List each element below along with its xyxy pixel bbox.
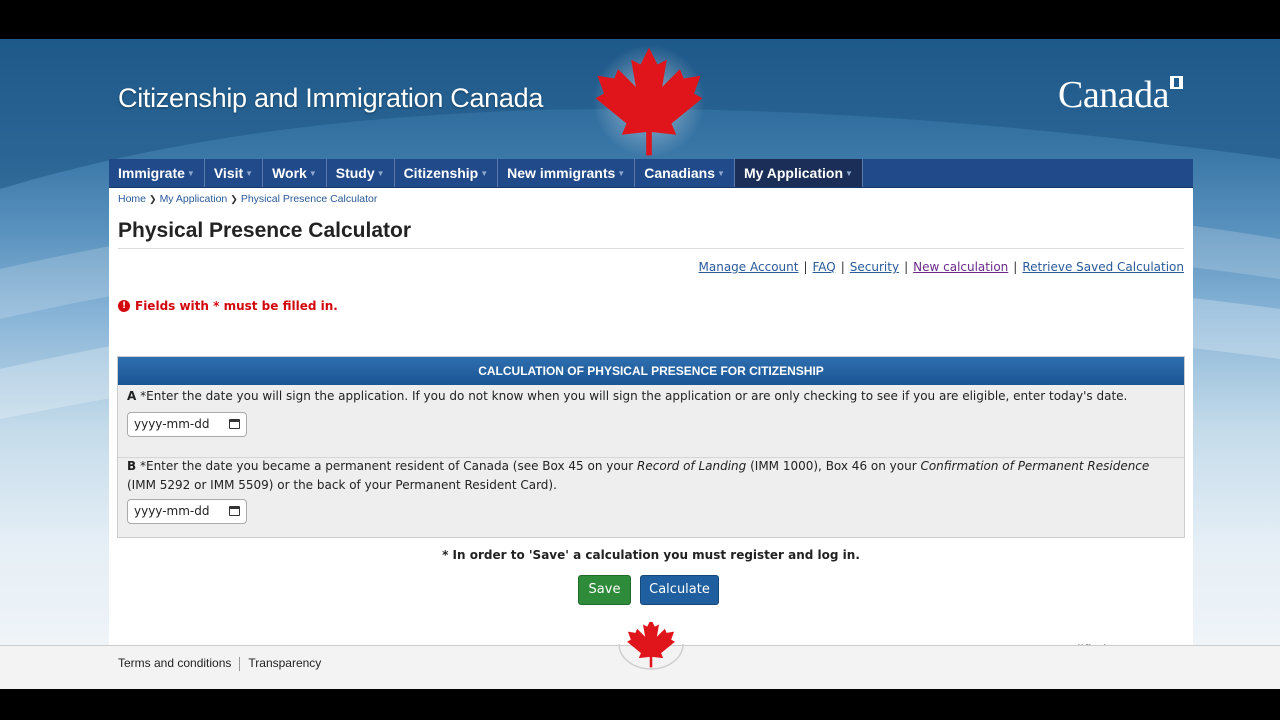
new-calculation-link[interactable]: New calculation <box>913 260 1009 274</box>
nav-item-new-immigrants[interactable] <box>498 159 635 187</box>
footer-maple-leaf-icon <box>618 622 684 670</box>
question-a <box>127 387 1167 406</box>
calculation-panel <box>117 356 1185 538</box>
nav-label: New immigrants <box>507 165 616 181</box>
caret-down-icon: ▼ <box>480 169 489 179</box>
nav-label: My Application <box>743 165 843 181</box>
wordmark-flag-icon <box>1170 76 1183 89</box>
terms-and-conditions-link[interactable]: Terms and conditions <box>118 656 232 670</box>
calendar-icon[interactable] <box>229 419 240 429</box>
nav-label: Canadians <box>644 165 716 181</box>
nav-item-my-application[interactable] <box>735 159 863 187</box>
caret-down-icon: ▼ <box>308 169 317 179</box>
required-fields-note <box>118 299 338 313</box>
caret-down-icon: ▼ <box>376 169 385 179</box>
nav-item-citizenship[interactable] <box>395 159 499 187</box>
breadcrumb-current[interactable]: Physical Presence Calculator <box>240 193 378 205</box>
save-button[interactable]: Save <box>578 575 631 605</box>
date-placeholder: yyyy-mm-dd <box>134 504 210 518</box>
main-navigation <box>109 159 1193 188</box>
nav-label: Work <box>272 165 307 181</box>
title-divider <box>118 248 1184 249</box>
calendar-icon[interactable] <box>229 506 240 516</box>
question-letter: B <box>127 459 137 473</box>
date-placeholder: yyyy-mm-dd <box>134 417 210 431</box>
main-content <box>109 188 1193 689</box>
footer <box>0 645 1280 689</box>
site-title: Citizenship and Immigration Canada <box>118 83 544 113</box>
separator: | <box>904 260 909 274</box>
confirmation-of-pr-text: Confirmation of Permanent Residence <box>920 459 1150 473</box>
nav-item-canadians[interactable] <box>635 159 735 187</box>
question-b-text-2: (IMM 1000), Box 46 on your <box>746 459 921 473</box>
caret-down-icon: ▼ <box>845 169 853 179</box>
save-note: * In order to 'Save' a calculation you must register and log in. <box>442 548 860 562</box>
caret-down-icon: ▼ <box>245 169 254 179</box>
separator: | <box>840 260 845 274</box>
nav-label: Study <box>335 165 375 181</box>
sign-date-input[interactable] <box>127 412 247 437</box>
separator <box>239 657 240 671</box>
retrieve-saved-calculation-link[interactable]: Retrieve Saved Calculation <box>1022 260 1184 274</box>
maple-leaf-logo <box>585 41 713 161</box>
nav-item-immigrate[interactable] <box>109 159 205 187</box>
footer-links <box>118 656 321 671</box>
question-b-text-3: (IMM 5292 or IMM 5509) or the back of your Permanent Resident Card). <box>127 478 557 492</box>
breadcrumb <box>118 193 377 205</box>
chevron-right-icon: ❯ <box>149 194 157 204</box>
required-note-text: Fields with * must be filled in. <box>135 299 338 313</box>
nav-item-work[interactable] <box>263 159 327 187</box>
security-link[interactable]: Security <box>849 260 900 274</box>
question-a-text: *Enter the date you will sign the application. If you do not know when you will sign the application or are only checking to see if you are eligible, enter today's date. <box>140 389 1128 403</box>
separator: | <box>1013 260 1018 274</box>
question-letter: A <box>127 389 137 403</box>
nav-item-visit[interactable] <box>205 159 263 187</box>
nav-label: Visit <box>213 165 244 181</box>
record-of-landing-text: Record of Landing <box>637 459 747 473</box>
panel-heading: CALCULATION OF PHYSICAL PRESENCE FOR CITIZENSHIP <box>118 357 1184 385</box>
nav-label: Citizenship <box>403 165 479 181</box>
page-title: Physical Presence Calculator <box>118 219 411 242</box>
faq-link[interactable]: FAQ <box>812 260 836 274</box>
transparency-link[interactable]: Transparency <box>248 656 322 670</box>
caret-down-icon: ▼ <box>717 169 725 179</box>
breadcrumb-my-application[interactable]: My Application <box>159 193 228 205</box>
chevron-right-icon: ❯ <box>230 194 238 204</box>
canada-wordmark: Canada <box>1058 74 1169 116</box>
calculate-button[interactable]: Calculate <box>640 575 719 605</box>
separator: | <box>803 260 808 274</box>
browser-viewport <box>0 39 1280 689</box>
caret-down-icon: ▼ <box>186 169 195 179</box>
pr-date-input[interactable] <box>127 499 247 524</box>
question-b <box>127 457 1167 495</box>
error-icon: ! <box>118 300 130 312</box>
breadcrumb-home[interactable]: Home <box>118 193 147 205</box>
nav-item-study[interactable] <box>327 159 395 187</box>
question-b-text-1: *Enter the date you became a permanent resident of Canada (see Box 45 on your <box>139 459 638 473</box>
manage-account-link[interactable]: Manage Account <box>698 260 799 274</box>
nav-label: Immigrate <box>118 165 185 181</box>
caret-down-icon: ▼ <box>617 169 626 179</box>
utility-links <box>699 260 1184 274</box>
